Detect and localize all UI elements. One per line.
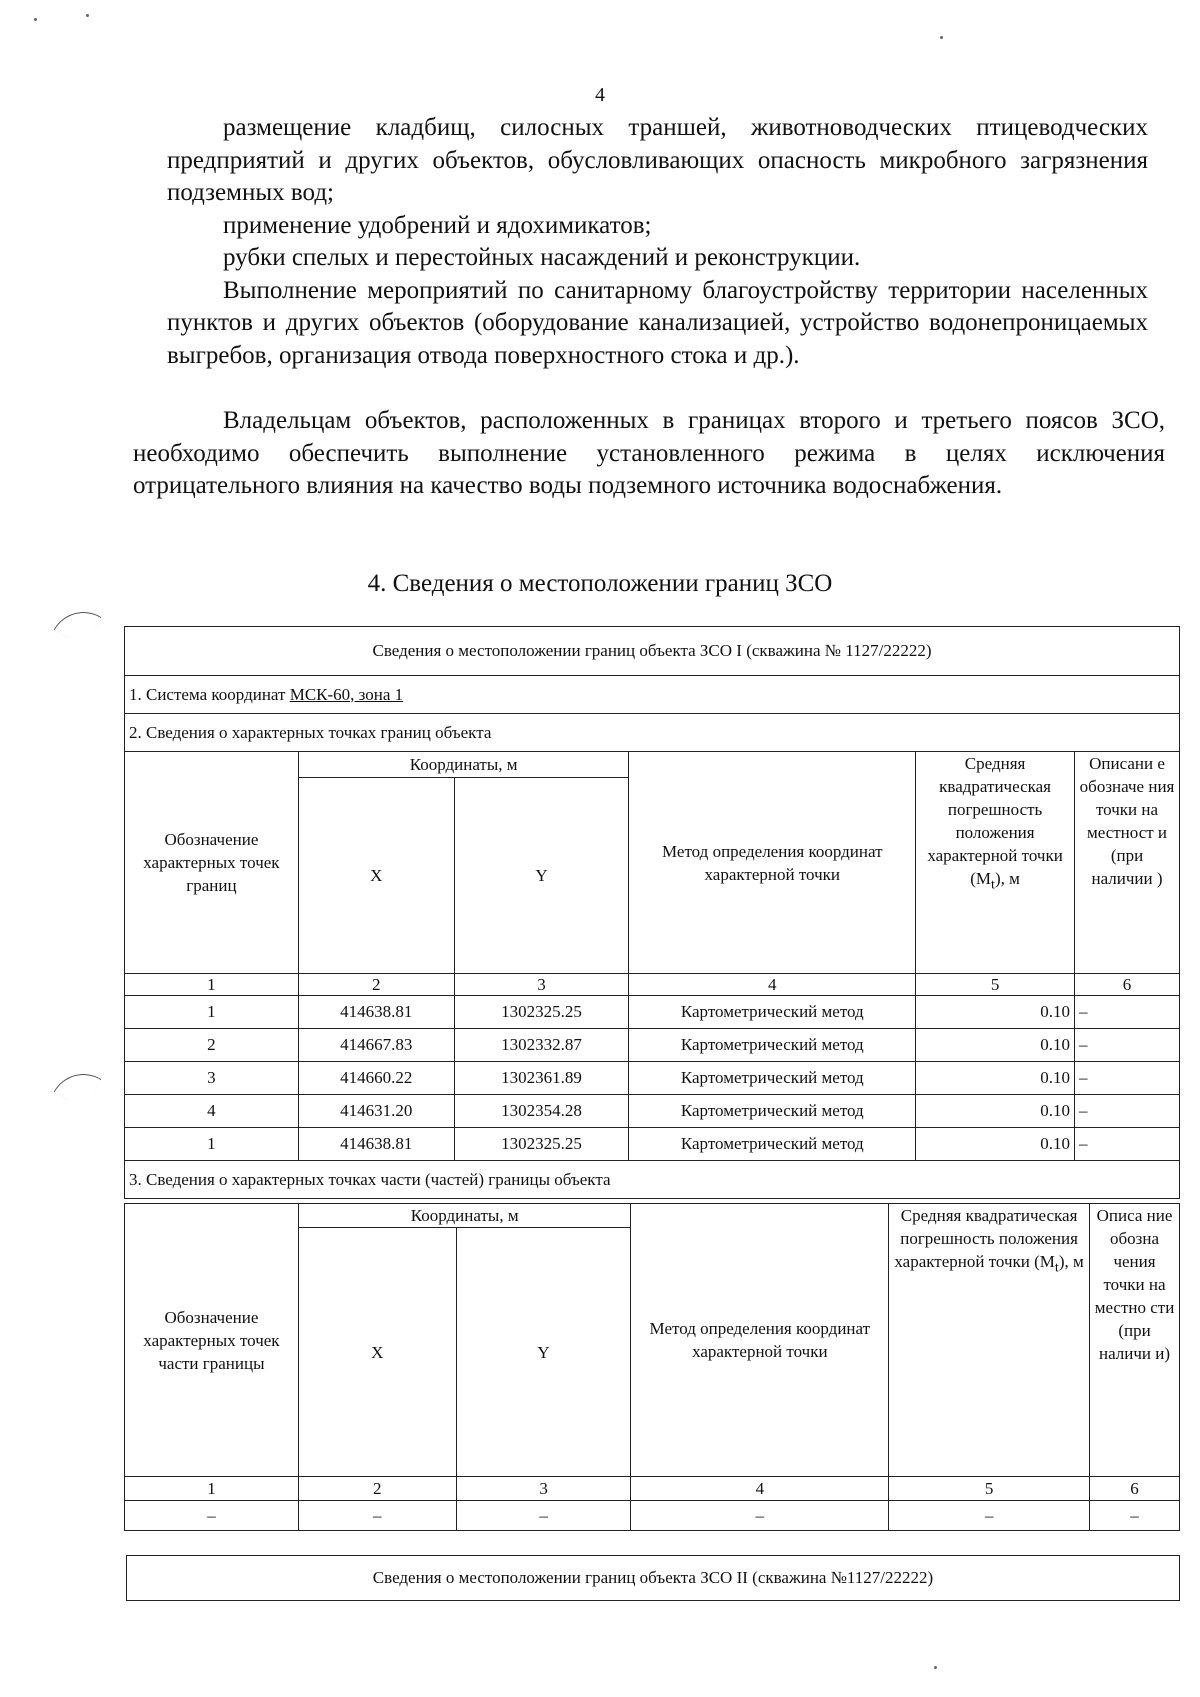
part-header-y: Y: [456, 1228, 631, 1477]
header-error: Средняя квадратическая погрешность положения характерной точки $(M_t)$, м: [916, 752, 1075, 974]
scan-speck: [934, 1666, 937, 1669]
part-column-numbers-row: 1 2 3 4 5 6: [125, 1477, 1180, 1501]
header-method: Метод определения координат характерной точки: [629, 752, 916, 974]
punch-hole-mark: [54, 1062, 102, 1110]
scan-speck: [34, 18, 37, 21]
table-row: – – – – – –: [125, 1501, 1180, 1531]
header-y: Y: [454, 778, 629, 974]
body-text-top: [167, 112, 1148, 372]
table-row: 1 414638.81 1302325.25 Картометрический метод 0.10 –: [125, 996, 1180, 1029]
zso-boundaries-table: [124, 626, 1180, 1199]
paragraph: размещение кладбищ, силосных траншей, животноводческих птицеводческих предприятий и других объектов, обусловливающих опасность микробного загрязнения подземных вод;: [167, 114, 1148, 206]
zso-ii-table-title: Сведения о местоположении границ объекта ЗСО II (скважина №1127/22222): [126, 1555, 1180, 1601]
page-number: 4: [595, 84, 605, 106]
table-title: Сведения о местоположении границ объекта ЗСО I (скважина № 1127/22222): [125, 627, 1180, 676]
part-header-description: Описа ние обозна чения точки на местно сти (при наличи и): [1090, 1204, 1180, 1477]
zso-part-boundaries-table: [124, 1203, 1180, 1531]
coordinate-system-value: МСК-60, зона 1: [289, 684, 404, 704]
punch-hole-mark: [54, 600, 102, 648]
section-3-title: 3. Сведения о характерных точках части (частей) границы объекта: [125, 1161, 1180, 1199]
part-header-error: Средняя квадратическая погрешность положения характерной точки $(M_t)$, м: [889, 1204, 1090, 1477]
column-numbers-row: 1 2 3 4 5 6: [125, 974, 1180, 996]
table-row: 3 414660.22 1302361.89 Картометрический метод 0.10 –: [125, 1062, 1180, 1095]
section-2-title: 2. Сведения о характерных точках границ объекта: [125, 714, 1180, 752]
paragraph: Выполнение мероприятий по санитарному благоустройству территории населенных пунктов и других объектов (оборудование канализацией, устройство водонепроницаемых выгребов, организация отвода поверхностного стока и др.).: [167, 276, 1148, 369]
part-header-method: Метод определения координат характерной точки: [631, 1204, 889, 1477]
section-title: 4. Сведения о местоположении границ ЗСО: [367, 570, 833, 597]
part-header-coordinates: Координаты, м: [298, 1204, 631, 1228]
header-x: X: [298, 778, 454, 974]
body-text-bottom: [133, 405, 1165, 503]
header-designation: Обозначение характерных точек границ: [125, 752, 299, 974]
paragraph: Владельцам объектов, расположенных в границах второго и третьего поясов ЗСО, необходимо обеспечить выполнение установленного режима в целях исключения отрицательного влияния на качество воды подземного источника водоснабжения.: [133, 407, 1165, 499]
header-coordinates: Координаты, м: [298, 752, 629, 778]
table-row: 4 414631.20 1302354.28 Картометрический метод 0.10 –: [125, 1095, 1180, 1128]
part-header-designation: Обозначение характерных точек части границы: [125, 1204, 299, 1477]
table-row: 1 414638.81 1302325.25 Картометрический метод 0.10 –: [125, 1128, 1180, 1161]
scan-speck: [940, 36, 943, 39]
coordinate-system-label: 1. Система координат: [129, 684, 290, 704]
scan-speck: [86, 14, 89, 17]
table-row: 2 414667.83 1302332.87 Картометрический метод 0.10 –: [125, 1029, 1180, 1062]
paragraph: рубки спелых и перестойных насаждений и реконструкции.: [223, 244, 861, 271]
paragraph: применение удобрений и ядохимикатов;: [223, 211, 652, 239]
coordinate-system-row: [125, 676, 1180, 714]
header-description: Описани е обозначе ния точки на местност и (при наличии ): [1075, 752, 1180, 974]
part-header-x: X: [298, 1228, 456, 1477]
